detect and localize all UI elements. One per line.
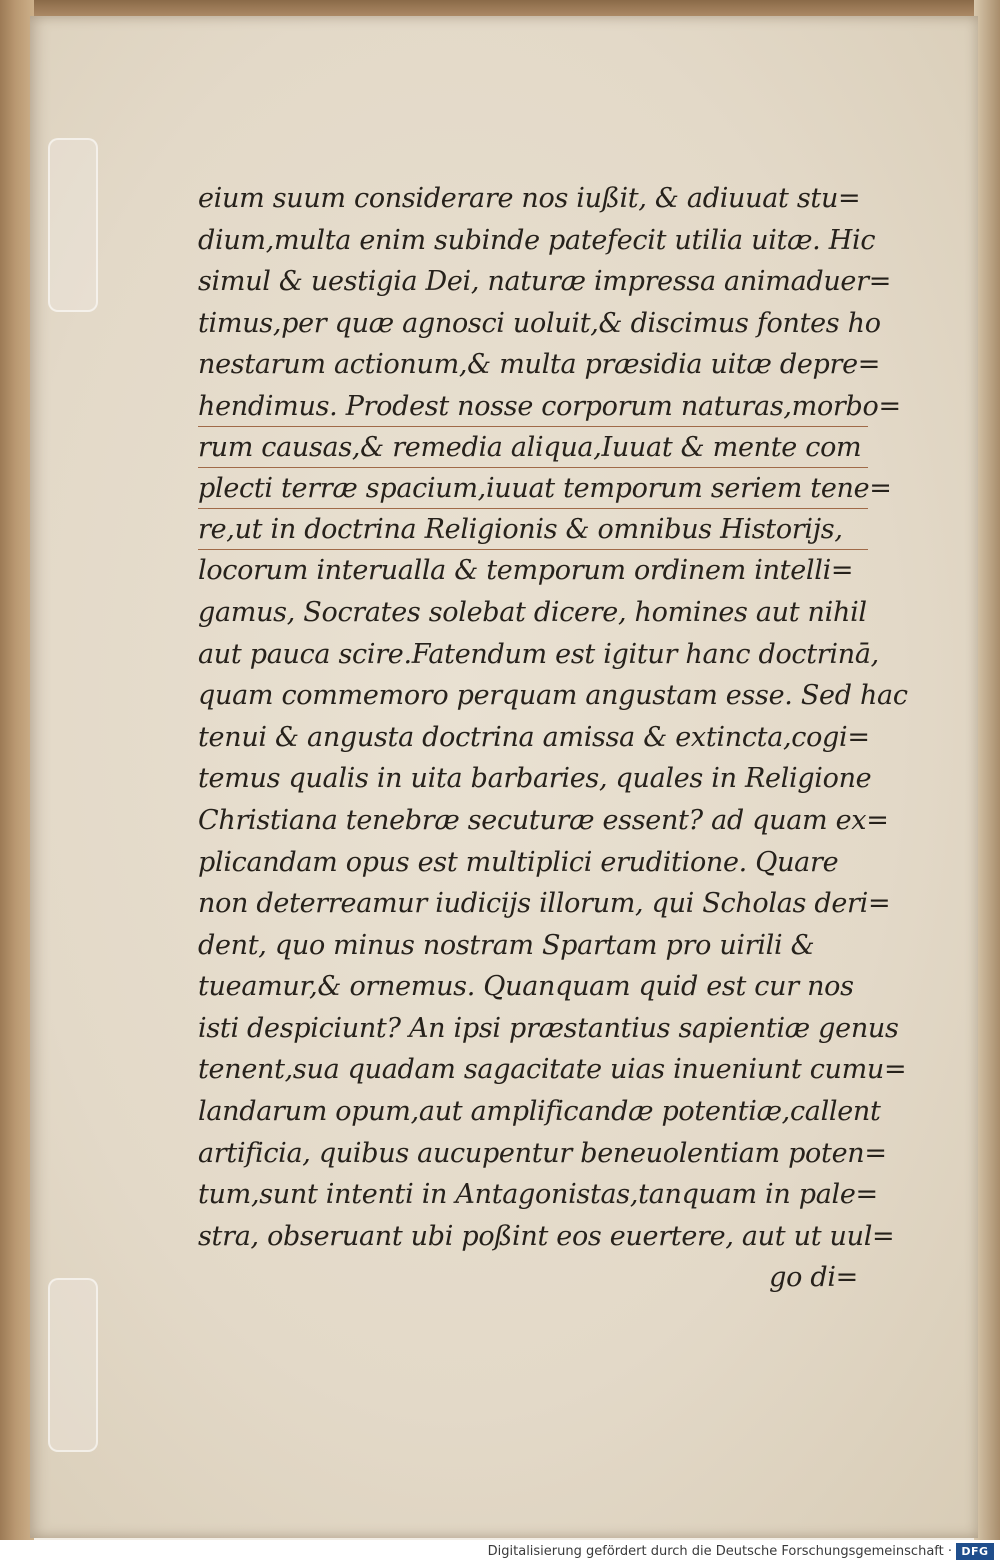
text-line-underlined: plecti terræ spacium,iuuat temporum seriem tene= <box>198 468 868 509</box>
text-line-underlined: re,ut in doctrina Religionis & omnibus Historijs, <box>198 509 868 550</box>
text-line: eium suum considerare nos iußit, & adiuuat stu= <box>198 183 861 214</box>
text-line: tum,sunt intenti in Antagonistas,tanquam in pale= <box>198 1179 878 1211</box>
catchword: go di= <box>769 1262 858 1294</box>
text-line: artificia, quibus aucupentur beneuolentiam poten= <box>198 1137 887 1169</box>
text-line: simul & uestigia Dei, naturæ impressa animaduer= <box>198 266 892 298</box>
text-line: tenent,sua quadam sagacitate uias inueniunt cumu= <box>198 1054 907 1086</box>
text-line: tenui & angusta doctrina amissa & extincta,cogi= <box>198 721 870 753</box>
text-line-underlined: rum causas,& remedia aliqua,Iuuat & mente com <box>198 427 868 468</box>
binding-clasp-top <box>48 138 98 312</box>
text-line: Christiana tenebræ secuturæ essent? ad quam ex= <box>198 804 889 836</box>
text-line: gamus, Socrates solebat dicere, homines aut nihil <box>198 596 867 628</box>
text-line: isti despiciunt? An ipsi præstantius sapientiæ genus <box>198 1012 899 1044</box>
body-text <box>198 178 908 1299</box>
text-line: non deterreamur iudicijs illorum, qui Scholas deri= <box>198 888 891 920</box>
text-line: locorum interualla & temporum ordinem intelli= <box>198 555 854 587</box>
text-line-underlined: hendimus. Prodest nosse corporum naturas,morbo= <box>198 386 868 427</box>
text-line: aut pauca scire.Fatendum est igitur hanc doctrinā, <box>198 638 879 670</box>
text-line: dium,multa enim subinde patefecit utilia uitæ. Hic <box>198 224 876 256</box>
text-line: tueamur,& ornemus. Quanquam quid est cur nos <box>198 971 854 1003</box>
dfg-logo: DFG <box>956 1543 994 1560</box>
binding-clasp-bottom <box>48 1278 98 1452</box>
text-line: dent, quo minus nostram Spartam pro uirili & <box>198 929 815 961</box>
text-line: temus qualis in uita barbaries, quales in Religione <box>198 763 872 795</box>
text-line: stra, obseruant ubi poßint eos euertere, aut ut uul= <box>198 1220 895 1252</box>
funding-credit: Digitalisierung gefördert durch die Deutsche Forschungsgemeinschaft · <box>487 1544 952 1559</box>
text-line: landarum opum,aut amplificandæ potentiæ,callent <box>198 1096 881 1128</box>
book-cover-left-edge <box>0 0 34 1540</box>
text-line: plicandam opus est multiplici eruditione. Quare <box>198 846 839 878</box>
text-line: quam commemoro perquam angustam esse. Sed hac <box>198 680 908 712</box>
text-line: nestarum actionum,& multa præsidia uitæ depre= <box>198 349 881 381</box>
text-line: timus,per quæ agnosci uoluit,& discimus fontes ho <box>198 307 881 339</box>
digitization-footer <box>0 1540 1000 1564</box>
